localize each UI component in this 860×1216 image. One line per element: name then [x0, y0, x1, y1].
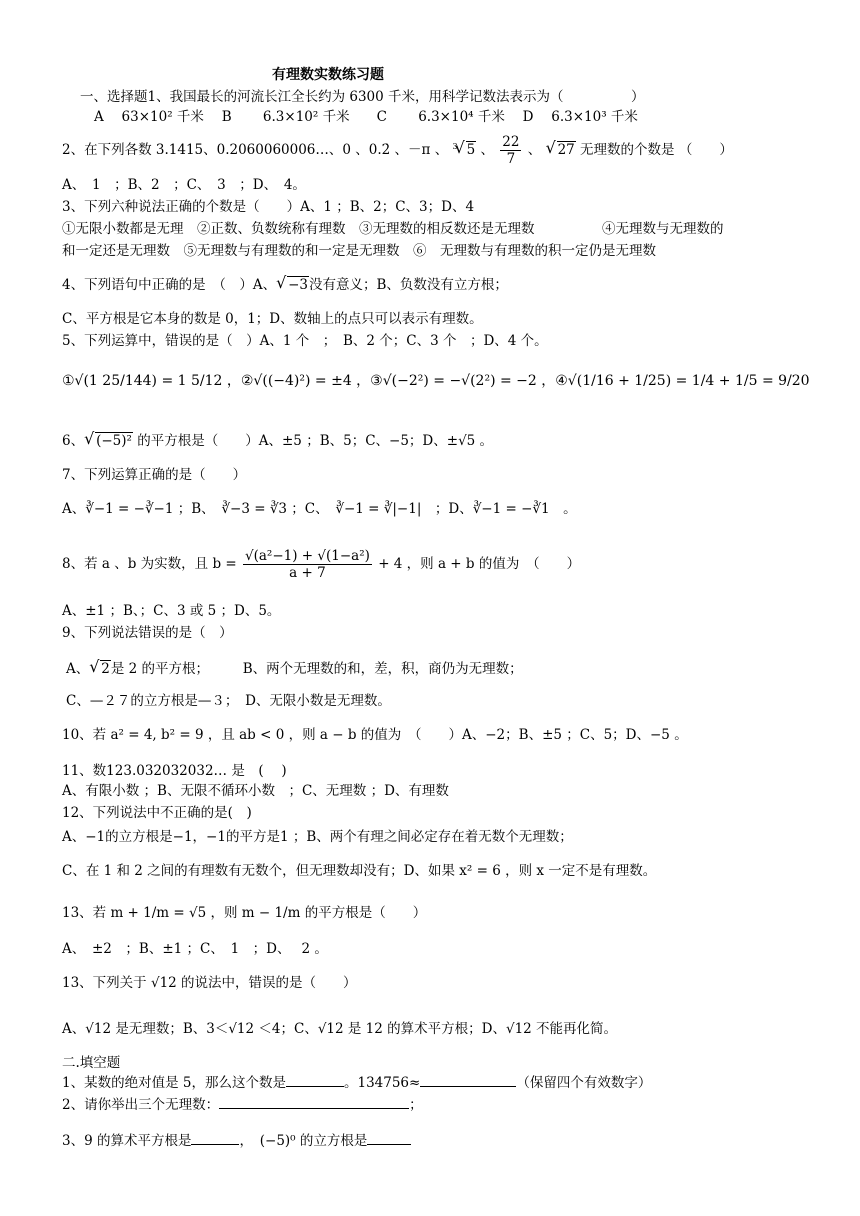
fill-3: 3、9 的算术平方根是 ， (−5)⁰ 的立方根是 [62, 1132, 411, 1150]
question-2-stem-a: 2、在下列各数 3.1415、0.2060060006…、0 、0.2̇ 、－π 、 [62, 142, 449, 158]
question-4-stem-a: 4、下列语句中正确的是 （ ）A、 [62, 277, 277, 293]
question-8-fraction: $\frac{\text{√(a²−1) + √(1−a²)}}{a + 7}$ [245, 548, 370, 581]
question-13a-options: A、 ±2 ；B、±1 ；C、 1 ；D、 2 。 [62, 941, 328, 957]
blank-2[interactable] [420, 1086, 516, 1087]
question-12-line-2: C、在 1 和 2 之间的有理数有无数个，但无理数却没有；D、如果 x² = 6 ，则 x 一定不是有理数。 [62, 863, 657, 879]
question-4 [62, 276, 508, 294]
question-2-stem-b: 无理数的个数是 （ ） [580, 142, 733, 158]
question-7-options: A、∛−1 = −∛−1 ；B、 ∛−3 = ∛3 ；C、 ∛−1 = ∛|−1| ；D、∛−1 = −∛1 。 [62, 501, 577, 517]
question-8-stem-a: 8、若 a 、b 为实数，且 b = [62, 556, 237, 572]
question-4-stem-b: 没有意义；B、负数没有立方根； [309, 277, 508, 293]
sqrt-neg-3: √ −3 [276, 276, 309, 294]
question-13a: 13、若 m + 1/m = √5 ，则 m − 1/m 的平方根是（ ） [62, 905, 427, 921]
question-2-options: A、 1 ；B、2 ；C、 3 ；D、 4。 [62, 177, 306, 193]
fill-1: 1、某数的绝对值是 5，那么这个数是 。134756≈ （保留四个有效数字） [62, 1075, 652, 1091]
blank-5[interactable] [367, 1144, 411, 1145]
question-13b: 13、下列关于 √12 的说法中，错误的是（ ） [62, 975, 357, 991]
question-8-stem-b: + 4 ，则 a + b 的值为 （ ） [378, 556, 581, 572]
sqrt-2: √ 2 [89, 660, 111, 678]
question-6-stem-b: 的平方根是（ ）A、±5 ；B、5；C、−5；D、±√5 。 [137, 433, 494, 449]
question-5-expressions: ①√(1 25/144) = 1 5/12 ，②√((−4)²) = ±4 ，③√(−2²) = −√(2²) = −2 ，④√(1/16 + 1/25) = 1/4 + 1/5 = 9/20 [62, 373, 810, 389]
question-12-line-1: A、−1的立方根是−1，−1的平方是1 ；B、两个有理之间必定存在着无数个无理数； [62, 829, 573, 845]
question-11: 11、数123.032032032… 是 ( ) [62, 763, 287, 779]
fraction-22-7: $\frac{22}{7}$ [502, 134, 520, 167]
question-1 [80, 88, 645, 106]
question-9-line-2: C、—２７的立方根是—３； D、无限小数是无理数。 [66, 693, 391, 709]
question-3: 3、下列六种说法正确的个数是（ ）A、1 ；B、2；C、3；D、4 [62, 199, 475, 215]
blank-1[interactable] [286, 1086, 344, 1087]
question-13b-options: A、√12 是无理数；B、3＜√12 ＜4；C、√12 是 12 的算术平方根；D、√12 不能再化简。 [62, 1021, 618, 1037]
page-title: 有理数实数练习题 [272, 67, 384, 83]
section-2-header: 二.填空题 [62, 1055, 121, 1071]
blank-4[interactable] [191, 1144, 239, 1145]
question-6 [62, 432, 493, 450]
sqrt-neg5-squared: √ (−5)² [84, 432, 133, 450]
question-6-stem-a: 6、 [62, 433, 85, 449]
question-8 [62, 548, 580, 581]
question-7: 7、下列运算正确的是（ ） [62, 467, 247, 483]
sqrt-27: √ 27 [546, 141, 576, 159]
question-3-line-1: ①无限小数都是无理 ②正数、负数统称有理数 ③无理数的相反数还是无理数 ④无理数与无理数的 [62, 221, 724, 237]
question-9: 9、下列说法错误的是（ ） [62, 625, 233, 641]
section-1-header: 一、选择题 [80, 89, 148, 105]
fill-2: 2、请你举出三个无理数： ； [62, 1097, 423, 1113]
question-12: 12、下列说法中不正确的是( ) [62, 805, 252, 821]
question-5: 5、下列运算中，错误的是（ ）A、1 个 ； B、2 个；C、3 个 ；D、4 个。 [62, 333, 548, 349]
question-1-options: A 63×10² 千米 B 6.3×10² 千米 C 6.3×10⁴ 千米 D 6.3×10³ 千米 [94, 109, 638, 125]
question-2: 2、在下列各数 3.1415、0.2060060006…、0 、0.2̇ 、－π 、 $^3$√ 5 、 $\frac{22}{7}$ 、 √ 27 无理数的个数是 （ ） [62, 134, 733, 167]
question-4-line-2: C、平方根是它本身的数是 0，1；D、数轴上的点只可以表示有理数。 [62, 311, 483, 327]
cube-root-5: √ 5 [455, 141, 477, 159]
question-10: 10、若 a² = 4, b² = 9 ，且 ab < 0 ，则 a − b 的值为 （ ）A、−2；B、±5 ；C、5；D、−5 。 [62, 727, 688, 743]
question-8-options: A、±1 ；B、；C、3 或 5 ；D、5。 [62, 603, 281, 619]
question-11-options: A、有限小数 ；B、无限不循环小数 ；C、无理数 ；D、有理数 [62, 783, 449, 799]
question-1-stem: 1、我国最长的河流长江全长约为 6300 千米，用科学记数法表示为（ ） [147, 89, 645, 105]
question-9-line-1: A、√ 2是 2 的平方根； B、两个无理数的和，差，积，商仍为无理数； [66, 660, 523, 678]
blank-3[interactable] [219, 1108, 409, 1109]
question-3-line-2: 和一定还是无理数 ⑤无理数与有理数的和一定是无理数 ⑥ 无理数与有理数的积一定仍是无理数 [62, 243, 656, 259]
